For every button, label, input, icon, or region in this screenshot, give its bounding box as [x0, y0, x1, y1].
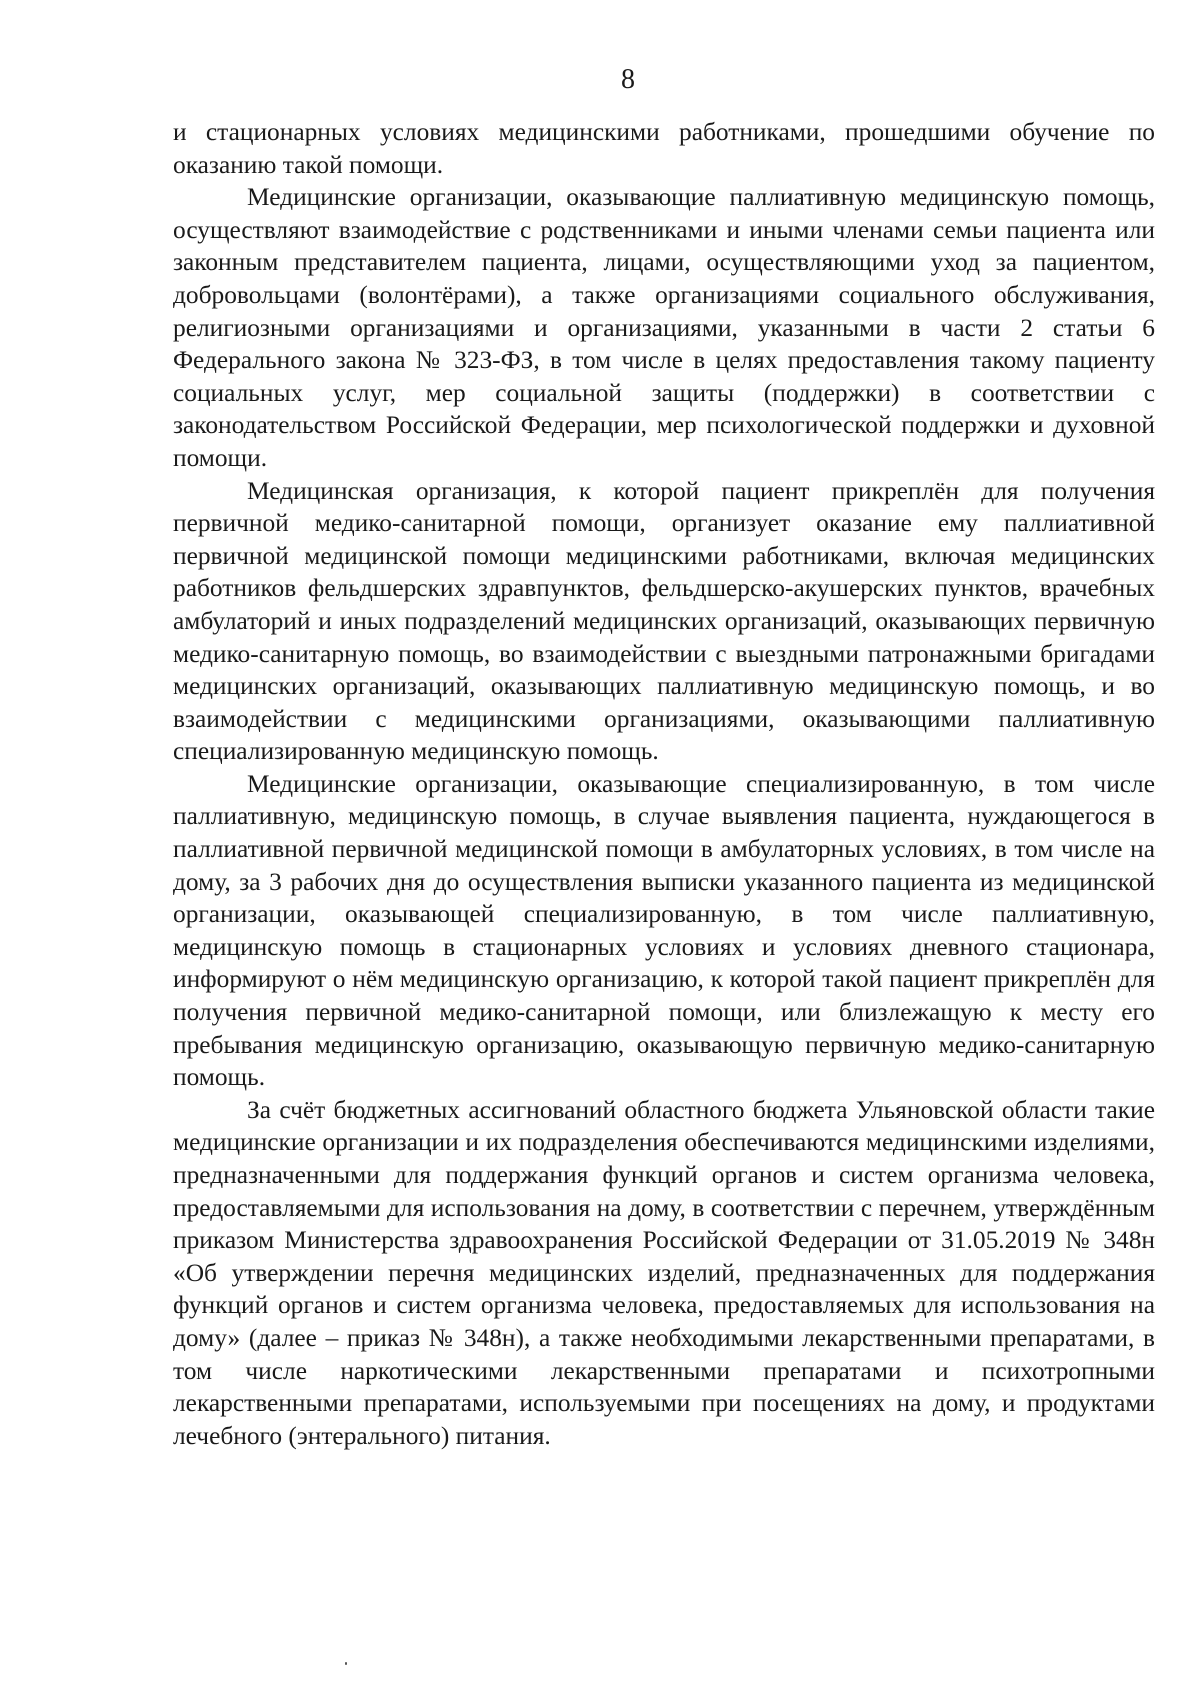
paragraph-primary-care: Медицинская организация, к которой пациент прикреплён для получения первичной медико-санитарной помощи, организует оказание ему паллиативной первичной медицинской помощи медицинскими работниками, включая медицинских работников фельдшерских здравпунктов, фельдшерско-акушерских пунктов, врачебных амбулаторий и иных подразделений медицинских организаций, оказывающих первичную медико-санитарную помощь, во взаимодействии с выездными патронажными бригадами медицинских организаций, оказывающих паллиативную медицинскую помощь, и во взаимодействии с медицинскими организациями, оказывающими паллиативную специализированную медицинскую помощь.	[173, 476, 1155, 766]
page-number: 8	[621, 64, 635, 95]
paragraph-continuation: и стационарных условиях медицинскими работниками, прошедшими обучение по оказанию такой помощи.	[173, 118, 1155, 179]
paragraph-discharge-notice: Медицинские организации, оказывающие специализированную, в том числе паллиативную, медицинскую помощь, в случае выявления пациента, нуждающегося в паллиативной первичной медицинской помощи в амбулаторных условиях, в том числе на дому, за 3 рабочих дня до осуществления выписки указанного пациента из медицинской организации, оказывающей специализированную, в том числе паллиативную, медицинскую помощь в стационарных условиях и условиях дневного стационара, информируют о нём медицинскую организацию, к которой такой пациент прикреплён для получения первичной медико-санитарной помощи, или близлежащую к месту его пребывания медицинскую организацию, оказывающую первичную медико-санитарную помощь.	[173, 769, 1155, 1092]
paragraph-interaction: Медицинские организации, оказывающие паллиативную медицинскую помощь, осуществляют взаимодействие с родственниками и иными членами семьи пациента или законным представителем пациента, лицами, осуществляющими уход за пациентом, добровольцами (волонтёрами), а также организациями социального обслуживания, религиозными организациями и организациями, указанными в части 2 статьи 6 Федерального закона № 323-ФЗ, в том числе в целях предоставления такому пациенту социальных услуг, мер социальной защиты (поддержки) в соответствии с законодательством Российской Федерации, мер психологической поддержки и духовной помощи.	[173, 183, 1155, 472]
document-body	[173, 116, 1155, 1452]
paragraph-budget-funding: За счёт бюджетных ассигнований областного бюджета Ульяновской области такие медицинские организации и их подразделения обеспечиваются медицинскими изделиями, предназначенными для поддержания функций органов и систем организма человека, предоставляемыми для использования на дому, в соответствии с перечнем, утверждённым приказом Министерства здравоохранения Российской Федерации от 31.05.2019 № 348н «Об утверждении перечня медицинских изделий, предназначенных для поддержания функций органов и систем организма человека, предоставляемых для использования на дому» (далее – приказ № 348н), а также необходимыми лекарственными препаратами, в том числе наркотическими лекарственными препаратами и психотропными лекарственными препаратами, используемыми при посещениях на дому, и продуктами лечебного (энтерального) питания.	[173, 1095, 1155, 1450]
scan-speck	[345, 1662, 347, 1665]
